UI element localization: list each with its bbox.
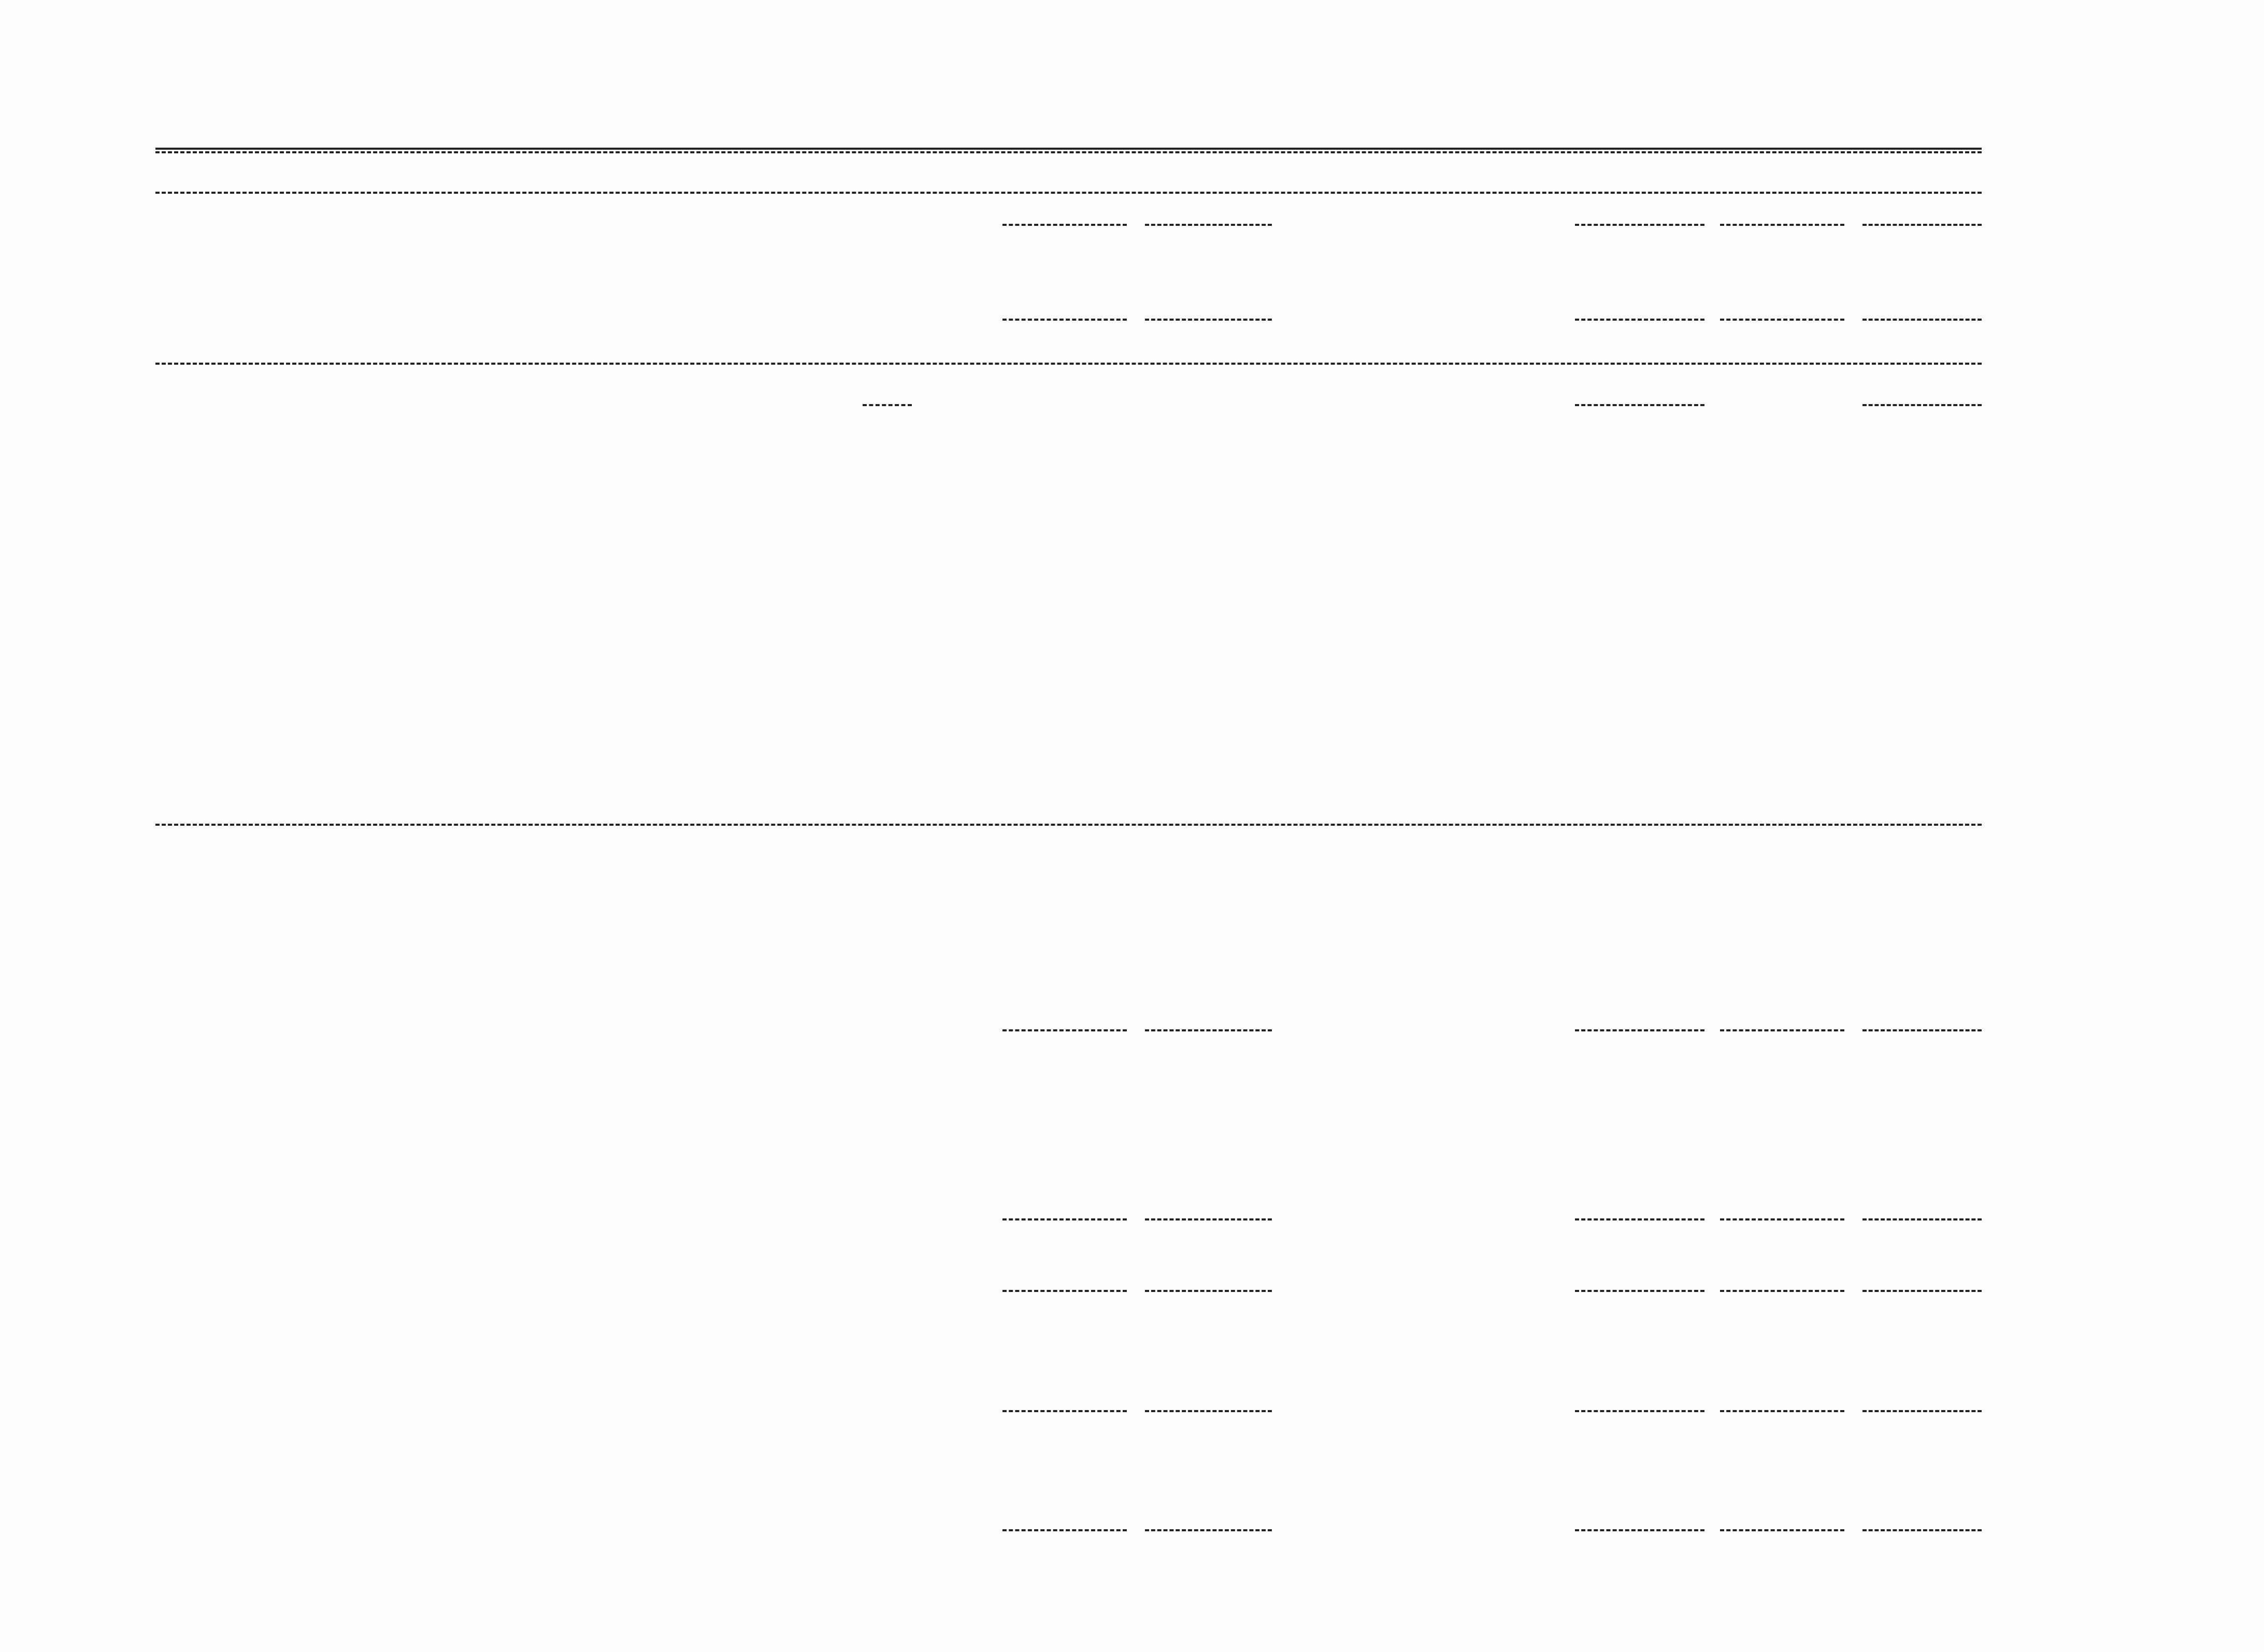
dashed-underline <box>1862 1029 1982 1031</box>
dashed-underline <box>1862 319 1982 321</box>
dashed-underline <box>1575 319 1704 321</box>
dashed-underline <box>1720 224 1844 226</box>
dashed-underline <box>1862 1290 1982 1292</box>
dashed-underline <box>1002 1529 1127 1531</box>
dashed-underline <box>1145 224 1272 226</box>
header-rule-top-dash <box>155 151 1982 153</box>
dashed-underline <box>1575 1029 1704 1031</box>
dashed-underline <box>1145 1218 1272 1220</box>
dashed-underline <box>1145 1410 1272 1412</box>
dashed-underline <box>1575 1529 1704 1531</box>
dashed-underline <box>1862 404 1982 406</box>
section-total-rule <box>155 824 1982 826</box>
dashed-underline <box>1002 224 1127 226</box>
header-rule-top <box>155 148 1982 150</box>
dashed-underline <box>1720 1290 1844 1292</box>
dashed-underline <box>1862 224 1982 226</box>
dashed-underline <box>1720 1529 1844 1531</box>
dashed-underline <box>1002 319 1127 321</box>
dashed-underline <box>1002 1290 1127 1292</box>
dashed-underline <box>1720 1029 1844 1031</box>
dashed-underline <box>863 404 912 406</box>
dashed-underline <box>1575 1290 1704 1292</box>
dashed-underline <box>1575 1218 1704 1220</box>
dashed-underline <box>1002 1218 1127 1220</box>
dashed-underline <box>1145 1029 1272 1031</box>
dashed-underline <box>1145 319 1272 321</box>
dashed-underline <box>1720 1410 1844 1412</box>
dashed-underline <box>1575 224 1704 226</box>
section-rule <box>155 363 1982 365</box>
dashed-underline <box>1145 1290 1272 1292</box>
dashed-underline <box>1575 404 1704 406</box>
dashed-underline <box>1862 1218 1982 1220</box>
dashed-underline <box>1575 1410 1704 1412</box>
dashed-underline <box>1145 1529 1272 1531</box>
dashed-underline <box>1862 1410 1982 1412</box>
dashed-underline <box>1002 1029 1127 1031</box>
header-rule-bottom <box>155 192 1982 194</box>
dashed-underline <box>1002 1410 1127 1412</box>
dashed-underline <box>1720 319 1844 321</box>
dashed-underline <box>1862 1529 1982 1531</box>
dashed-underline <box>1720 1218 1844 1220</box>
